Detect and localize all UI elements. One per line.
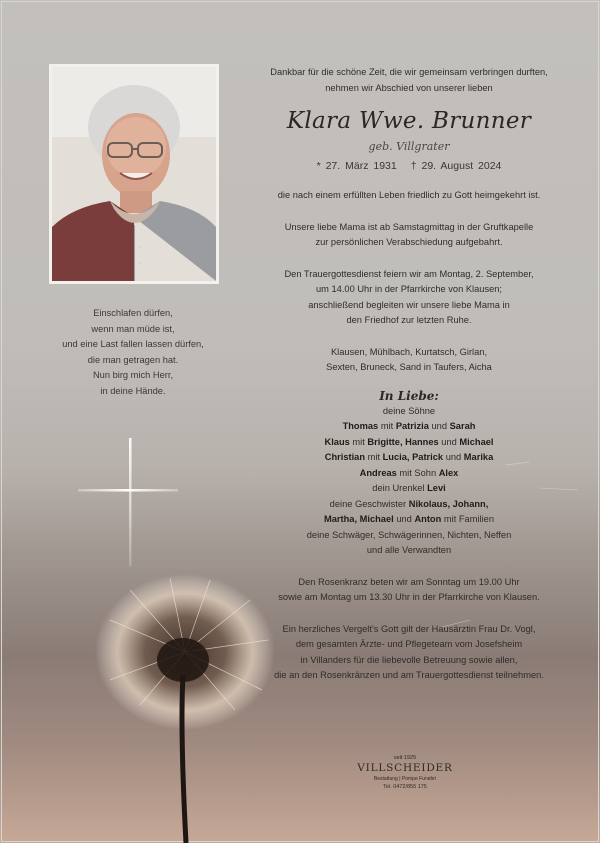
connector: mit <box>367 452 381 462</box>
text-line: anschließend begleiten wir unsere liebe Mama in <box>308 299 510 310</box>
text-line: Unsere liebe Mama ist ab Samstagmittag in der Gruftkapelle <box>284 221 534 232</box>
family-line <box>250 481 568 497</box>
main-text <box>250 65 568 684</box>
text-line: in Villanders für die liebevolle Betreuung sowie allen, <box>300 654 518 665</box>
logo-brand: VILLSCHEIDER <box>357 762 453 774</box>
paragraph-passing <box>250 188 568 204</box>
connector: und <box>431 421 447 431</box>
paragraph-viewing <box>250 220 568 251</box>
text-line: sowie am Montag um 13.30 Uhr in der Pfarrkirche von Klausen. <box>278 592 540 602</box>
family-name: Andreas <box>359 467 397 478</box>
text-line: um 14.00 Uhr in der Pfarrkirche von Klausen; <box>315 284 503 294</box>
text-line: zur persönlichen Verabschiedung aufgebahrt. <box>315 237 503 247</box>
text-line: den Friedhof zur letzten Ruhe. <box>346 315 472 325</box>
connector: dein Urenkel <box>372 483 425 493</box>
family-name: Sarah <box>449 421 476 431</box>
family-name: Klaus <box>324 436 350 447</box>
text-line: Sexten, Bruneck, Sand in Taufers, Aicha <box>326 362 492 372</box>
family-name: Levi <box>427 483 446 493</box>
text-line: Den Trauergottesdienst feiern wir am Montag, 2. September, <box>284 268 534 279</box>
family-line: deine Schwäger, Schwägerinnen, Nichten, Neffen <box>306 529 512 540</box>
family-name: Brigitte, Hannes <box>367 436 439 447</box>
family-line <box>250 466 568 482</box>
poem-line: Nun birg mich Herr, <box>92 370 174 381</box>
death-date: † 29. August 2024 <box>410 160 502 172</box>
family-line <box>250 512 568 528</box>
text-line: die nach einem erfüllten Leben friedlich zu Gott heimgekehrt ist. <box>277 190 541 200</box>
connector: und <box>396 514 412 524</box>
family-name: Alex <box>438 467 459 478</box>
maiden-name: geb. Villgrater <box>368 140 450 153</box>
intro <box>250 65 568 96</box>
poem-line: die man getragen hat. <box>87 354 179 365</box>
paragraph-rosary <box>250 575 568 606</box>
funeral-home-logo <box>350 755 460 790</box>
birth-date: * 27. März 1931 <box>316 160 397 172</box>
logo-subtitle: Bestattung | Pompe Funebri <box>373 776 437 782</box>
family-name: Martha, Michael <box>323 514 394 524</box>
family-name: Patrizia <box>395 421 429 431</box>
deceased-name: Klara Wwe. Brunner <box>286 108 532 134</box>
family-name: Anton <box>414 514 442 524</box>
family-name: Lucia, Patrick <box>382 452 444 462</box>
family-heading: In Liebe: <box>379 388 439 403</box>
paragraph-places <box>250 345 568 376</box>
connector: mit <box>352 436 365 447</box>
text-line: Den Rosenkranz beten wir am Sonntag um 19.00 Uhr <box>298 576 520 587</box>
poem-line: wenn man müde ist, <box>91 323 175 334</box>
text-line: die an den Rosenkränzen und am Trauergottesdienst teilnehmen. <box>274 670 544 680</box>
family-name: Nikolaus, Johann, <box>408 498 489 509</box>
poem-line: in deine Hände. <box>100 385 166 396</box>
family-line: und alle Verwandten <box>366 545 452 555</box>
family-name: Michael <box>459 436 494 447</box>
connector: deine Geschwister <box>329 498 407 509</box>
family-list <box>250 404 568 559</box>
logo-phone: Tel. 0472/855 175 <box>383 784 427 790</box>
text-line: Klausen, Mühlbach, Kurtatsch, Girlan, <box>330 346 488 357</box>
text-line: dem gesamten Ärzte- und Pflegeteam vom Josefsheim <box>295 639 523 649</box>
family-name: Thomas <box>342 421 379 431</box>
connector: und <box>445 452 462 462</box>
family-line: deine Söhne <box>382 405 436 416</box>
paragraph-funeral <box>250 267 568 329</box>
poem-line: und eine Last fallen lassen dürfen, <box>62 339 204 350</box>
connector: mit Familien <box>443 514 494 524</box>
logo-since: seit 1925 <box>393 755 417 761</box>
intro-line: Dankbar für die schöne Zeit, die wir gemeinsam verbringen durften, <box>270 67 548 77</box>
connector: und <box>441 436 457 447</box>
life-dates <box>250 160 568 172</box>
connector: mit <box>380 421 394 431</box>
family-name: Marika <box>463 452 494 462</box>
intro-line: nehmen wir Abschied von unserer lieben <box>325 82 493 93</box>
connector: mit Sohn <box>399 467 437 478</box>
family-line <box>250 435 568 451</box>
text-line: Ein herzliches Vergelt's Gott gilt der Hausärztin Frau Dr. Vogl, <box>282 623 536 634</box>
paragraph-thanks <box>250 622 568 684</box>
family-line <box>250 497 568 513</box>
family-line <box>250 450 568 466</box>
family-name: Christian <box>324 452 366 462</box>
poem-line: Einschlafen dürfen, <box>93 308 173 318</box>
family-line <box>250 419 568 435</box>
